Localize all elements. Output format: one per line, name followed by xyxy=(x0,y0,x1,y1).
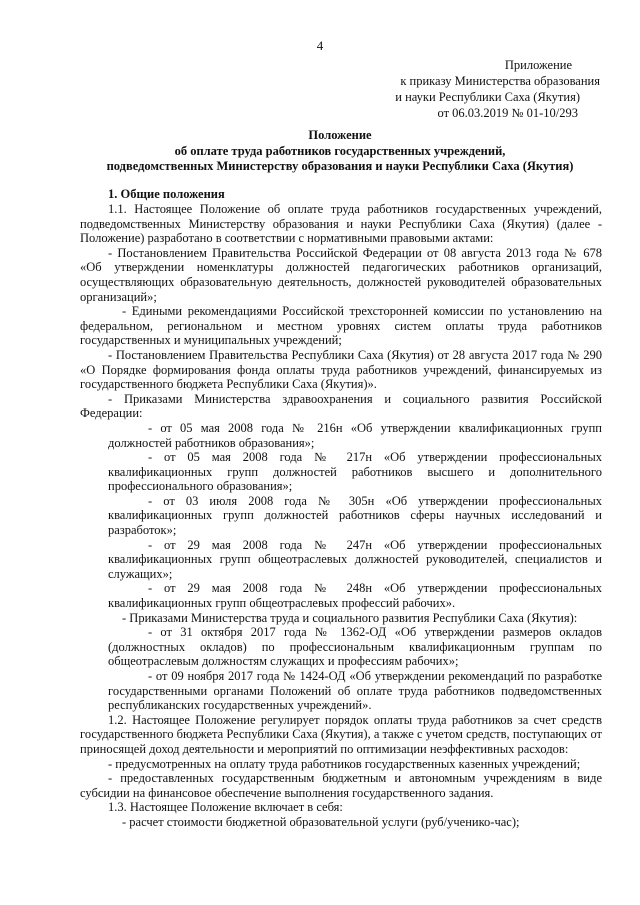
title-line: подведомственных Министерству образования и науки Республики Саха (Якутия) xyxy=(106,159,574,173)
list-item: - от 05 мая 2008 года № 216н «Об утверждении квалификационных групп должностей работников образования»; xyxy=(108,420,602,450)
list-item: - от 31 октября 2017 года № 1362-ОД «Об утверждении размеров окладов (должностных окладов) по профессиональным квалификационным группам по общеотраслевым должностям служащих и профессиям рабочих»; xyxy=(108,625,602,669)
list-item: - от 29 мая 2008 года № 248н «Об утверждении профессиональных квалификационных групп общеотраслевых профессий рабочих». xyxy=(108,581,602,611)
paragraph-gov-rs: - Постановлением Правительства Республики Саха (Якутия) от 28 августа 2017 года № 290 «О Порядке формирования фонда оплаты труда работников учреждений, финансируемых из государственного бюджета Республики Саха (Якутия)». xyxy=(80,347,602,392)
appendix-line: от 06.03.2019 № 01-10/293 xyxy=(437,106,578,120)
paragraph-1-2: 1.2. Настоящее Положение регулирует порядок оплаты труда работников за счет средств государственного бюджета Республики Саха (Якутия), а также с учетом средств, поступающих от приносящей доход деятельности и мероприятий по оптимизации неэффективных расходов: xyxy=(80,712,602,756)
list-item: - предоставленных государственным бюджетным и автономным учреждениям в виде субсидии на финансовое обеспечение выполнения государственного задания. xyxy=(80,771,602,800)
list-item: - от 09 ноября 2017 года № 1424-ОД «Об утверждении рекомендаций по разработке государственными органами Положений об оплате труда работников подведомственных республиканских государственных учреждений». xyxy=(108,669,602,713)
document-title xyxy=(60,128,620,175)
document-body xyxy=(80,202,602,830)
section-heading: 1. Общие положения xyxy=(108,187,225,201)
paragraph-gov-rf: - Постановлением Правительства Российской Федерации от 08 августа 2013 года № 678 «Об утверждении номенклатуры должностей педагогических работников организаций, осуществляющих образовательную деятельность, должностей руководителей образовательных организаций»; xyxy=(80,245,602,304)
list-item: - от 05 мая 2008 года № 217н «Об утверждении профессиональных квалификационных групп должностей работников высшего и дополнительного профессионального образования»; xyxy=(108,450,602,494)
appendix-line: Приложение xyxy=(504,58,572,72)
paragraph-mintrud: - Приказами Министерства труда и социального развития Республики Саха (Якутия): xyxy=(122,610,578,625)
list-item: - расчет стоимости бюджетной образовательной услуги (руб/ученико-час); xyxy=(122,814,520,829)
list-item: - от 29 мая 2008 года № 247н «Об утверждении профессиональных квалификационных групп общеотраслевых должностей руководителей, специалистов и служащих»; xyxy=(108,537,602,581)
appendix-line: к приказу Министерства образования xyxy=(400,74,600,88)
paragraph-recommendations: - Едиными рекомендациями Российской трехсторонней комиссии по установлению на федеральном, региональном и местном уровнях систем оплаты труда работников государственных и муниципальных учреждений; xyxy=(80,304,602,348)
title-line: Положение xyxy=(308,128,372,142)
title-line: об оплате труда работников государственных учреждений, xyxy=(174,143,506,158)
paragraph-minzdrav: - Приказами Министерства здравоохранения и социального развития Российской Федерации: xyxy=(80,391,602,421)
appendix-block xyxy=(395,57,600,121)
paragraph-1-3: 1.3. Настоящее Положение включает в себя: xyxy=(108,800,343,815)
page-number: 4 xyxy=(316,38,324,53)
list-item: - предусмотренных на оплату труда работников государственных казенных учреждений; xyxy=(108,756,581,771)
appendix-line: и науки Республики Саха (Якутия) xyxy=(395,90,580,104)
paragraph-1-1: 1.1. Настоящее Положение об оплате труда работников государственных учреждений, подведомственных Министерству образования и науки Республики Саха (Якутия) (далее - Положение) разработано в соответствии с нормативными правовыми актами: xyxy=(80,202,602,246)
list-item: - от 03 июля 2008 года № 305н «Об утверждении профессиональных квалификационных групп должностей работников сферы научных исследований и разработок»; xyxy=(108,493,602,538)
